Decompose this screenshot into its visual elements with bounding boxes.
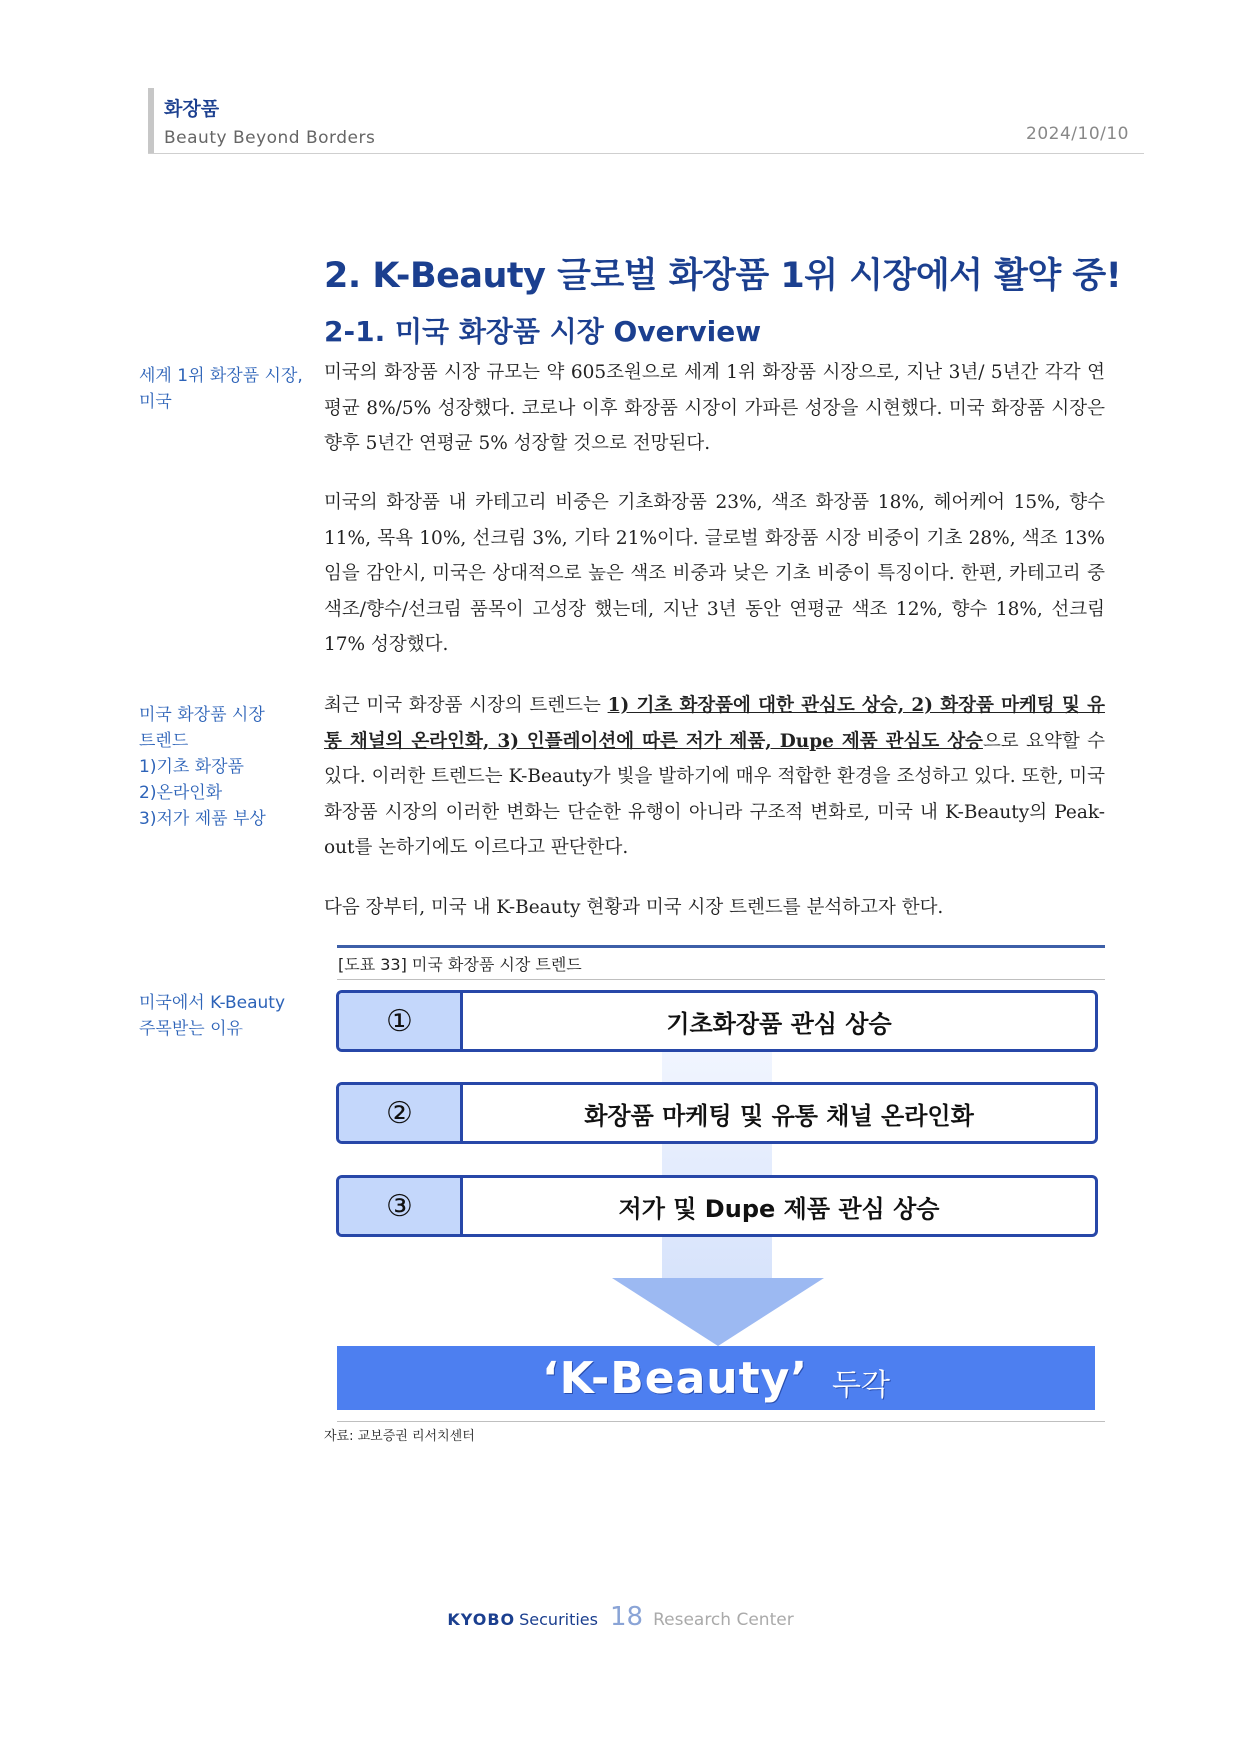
trend-number: ③ bbox=[339, 1178, 463, 1234]
side-note-line: 3)저가 제품 부상 bbox=[139, 809, 266, 829]
down-arrow-shaft bbox=[662, 1040, 772, 1280]
paragraph-text: 으로 요약할 수 있다. 이러한 트렌드는 K-Beauty가 빛을 발하기에 매우 적합한 환경을 조성하고 있다. 또한, 미국 화장품 시장의 이러한 변화는 단순한 유행이 아니라 구조적 변화로, 미국 내 K-Beauty의 Peak-out를 논하기에도 이르다고 판단한다. bbox=[324, 730, 1105, 858]
side-note-line: 세계 1위 화장품 시장, bbox=[139, 366, 303, 386]
paragraph-next: 다음 장부터, 미국 내 K-Beauty 현황과 미국 시장 트렌드를 분석하고자 한다. bbox=[324, 897, 944, 918]
trend-box-2 bbox=[336, 1082, 1098, 1144]
trend-number: ① bbox=[339, 993, 463, 1049]
result-banner bbox=[337, 1346, 1095, 1410]
side-note-market bbox=[139, 363, 309, 415]
paragraph-category-share: 미국의 화장품 내 카테고리 비중은 기초화장품 23%, 색조 화장품 18%, 헤어케어 15%, 향수 11%, 목욕 10%, 선크림 3%, 기타 21%이다. 글로벌 화장품 시장 비중이 기초 28%, 색조 13%임을 감안시, 미국은 상대적으로 높은 색조 비중과 낮은 기초 비중이 특징이다. 한편, 카테고리 중 색조/향수/선크림 품목이 고성장 했는데, 지난 3년 동안 연평균 색조 12%, 향수 18%, 선크림 17% 성장했다. bbox=[324, 492, 1105, 655]
trend-label: 기초화장품 관심 상승 bbox=[666, 1009, 892, 1038]
trend-label: 저가 및 Dupe 제품 관심 상승 bbox=[618, 1194, 940, 1223]
footer-label: Research Center bbox=[653, 1610, 794, 1630]
side-note-line: 주목받는 이유 bbox=[139, 1019, 243, 1039]
side-note-line: 1)기초 화장품 bbox=[139, 757, 244, 777]
footer-brand: KYOBO bbox=[447, 1610, 516, 1629]
trend-box-1 bbox=[336, 990, 1098, 1052]
header-category: 화장품 bbox=[164, 98, 220, 120]
trend-number: ② bbox=[339, 1085, 463, 1141]
header-divider bbox=[148, 153, 1144, 154]
down-arrow-icon bbox=[612, 1278, 824, 1346]
paragraph-market-size: 미국의 화장품 시장 규모는 약 605조원으로 세계 1위 화장품 시장으로, 지난 3년/ 5년간 각각 연평균 8%/5% 성장했다. 코로나 이후 화장품 시장이 가파른 성장을 시현했다. 미국 화장품 시장은 향후 5년간 연평균 5% 성장할 것으로 전망된다. bbox=[324, 362, 1105, 454]
side-note-line: 미국 bbox=[139, 392, 172, 412]
figure-bottom-rule bbox=[337, 1421, 1105, 1422]
side-note-line: 2)온라인화 bbox=[139, 783, 223, 803]
side-note-trends bbox=[139, 702, 309, 832]
figure-caption: [도표 33] 미국 화장품 시장 트렌드 bbox=[338, 955, 582, 974]
side-note-kbeauty bbox=[139, 990, 309, 1042]
trend-summary-underlined: 1) 기초 화장품에 대한 관심도 상승, 2) 화장품 마케팅 및 유통 채널의 온라인화, 3) 인플레이션에 따른 저가 제품, Dupe 제품 관심도 상승 bbox=[324, 695, 1105, 752]
paragraph-trends bbox=[324, 688, 1105, 866]
trend-label: 화장품 마케팅 및 유통 채널 온라인화 bbox=[584, 1101, 974, 1130]
side-note-line: 미국 화장품 시장 bbox=[139, 705, 265, 725]
figure-top-rule bbox=[337, 945, 1105, 948]
header-subtitle: Beauty Beyond Borders bbox=[164, 128, 376, 148]
paragraph-text: 최근 미국 화장품 시장의 트렌드는 bbox=[324, 695, 608, 716]
figure-caption-rule bbox=[337, 979, 1105, 980]
side-note-line: 트렌드 bbox=[139, 731, 189, 751]
footer-brand-suffix: Securities bbox=[519, 1610, 598, 1629]
result-sub-text: 두각 bbox=[832, 1368, 891, 1403]
header-accent-bar bbox=[148, 88, 154, 154]
subsection-title: 2-1. 미국 화장품 시장 Overview bbox=[324, 315, 762, 348]
page-footer bbox=[0, 1602, 1241, 1632]
page-number: 18 bbox=[609, 1602, 644, 1632]
result-main-text: ‘K-Beauty’ bbox=[541, 1352, 809, 1404]
figure-source: 자료: 교보증권 리서치센터 bbox=[324, 1429, 475, 1444]
trend-box-3 bbox=[336, 1175, 1098, 1237]
header-date: 2024/10/10 bbox=[1026, 124, 1129, 144]
side-note-line: 미국에서 K-Beauty bbox=[139, 993, 286, 1013]
section-title: 2. K-Beauty 글로벌 화장품 1위 시장에서 활약 중! bbox=[324, 256, 1122, 296]
